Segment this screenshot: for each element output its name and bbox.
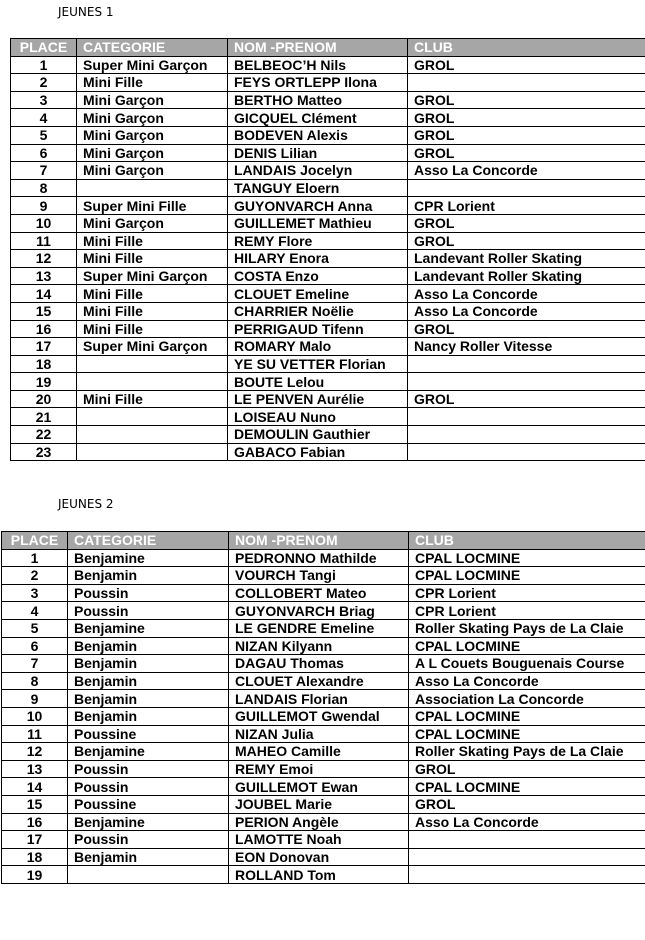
cell-categorie: Poussin: [68, 831, 229, 849]
table-row: [2, 795, 645, 813]
cell-place: 17: [2, 831, 68, 849]
cell-categorie: Mini Garçon: [77, 126, 228, 144]
cell-categorie: Benjamin: [68, 567, 229, 585]
cell-nom-prenom: BOUTE Lelou: [228, 373, 408, 391]
cell-club: GROL: [408, 390, 645, 408]
cell-place: 18: [11, 355, 77, 373]
table-row: [11, 338, 645, 356]
cell-categorie: Mini Garçon: [77, 162, 228, 180]
header-nom-prenom: NOM -PRENOM: [228, 39, 408, 57]
cell-place: 19: [11, 373, 77, 391]
cell-categorie: Mini Fille: [77, 285, 228, 303]
cell-club: [409, 848, 645, 866]
cell-nom-prenom: GUYONVARCH Briag: [229, 602, 409, 620]
cell-categorie: Benjamin: [68, 690, 229, 708]
table-row: [2, 690, 645, 708]
cell-place: 5: [2, 619, 68, 637]
cell-club: CPAL LOCMINE: [409, 707, 645, 725]
table-row: [2, 813, 645, 831]
cell-club: [408, 179, 645, 197]
cell-club: Asso La Concorde: [408, 285, 645, 303]
header-place: PLACE: [2, 532, 68, 550]
cell-club: CPR Lorient: [408, 197, 645, 215]
section-title-jeunes-1: JEUNES 1: [58, 5, 114, 19]
cell-club: [408, 373, 645, 391]
table-row: [2, 725, 645, 743]
cell-place: 11: [11, 232, 77, 250]
table-row: [2, 655, 645, 673]
cell-place: 12: [11, 250, 77, 268]
cell-categorie: Super Mini Garçon: [77, 56, 228, 74]
results-table-jeunes-2: [1, 531, 645, 884]
cell-club: GROL: [408, 232, 645, 250]
cell-categorie: Benjamin: [68, 672, 229, 690]
cell-club: [408, 355, 645, 373]
cell-place: 10: [11, 214, 77, 232]
cell-place: 23: [11, 443, 77, 461]
cell-club: CPAL LOCMINE: [409, 725, 645, 743]
header-place: PLACE: [11, 39, 77, 57]
cell-place: 2: [2, 567, 68, 585]
table-row: [11, 109, 645, 127]
cell-nom-prenom: CHARRIER Noëlie: [228, 302, 408, 320]
cell-club: Asso La Concorde: [409, 672, 645, 690]
cell-place: 3: [2, 584, 68, 602]
cell-club: GROL: [408, 320, 645, 338]
cell-nom-prenom: PERRIGAUD Tifenn: [228, 320, 408, 338]
cell-nom-prenom: GABACO Fabian: [228, 443, 408, 461]
cell-nom-prenom: MAHEO Camille: [229, 743, 409, 761]
cell-categorie: Poussin: [68, 602, 229, 620]
table-row: [2, 672, 645, 690]
cell-club: CPR Lorient: [409, 584, 645, 602]
cell-nom-prenom: LE GENDRE Emeline: [229, 619, 409, 637]
cell-nom-prenom: COSTA Enzo: [228, 267, 408, 285]
cell-place: 22: [11, 426, 77, 444]
cell-place: 4: [11, 109, 77, 127]
cell-place: 8: [2, 672, 68, 690]
cell-categorie: [68, 866, 229, 884]
cell-place: 14: [2, 778, 68, 796]
cell-nom-prenom: HILARY Enora: [228, 250, 408, 268]
cell-club: GROL: [408, 126, 645, 144]
cell-nom-prenom: CLOUET Emeline: [228, 285, 408, 303]
table-row: [2, 743, 645, 761]
cell-nom-prenom: LAMOTTE Noah: [229, 831, 409, 849]
table-row: [2, 549, 645, 567]
header-club: CLUB: [409, 532, 645, 550]
cell-nom-prenom: PEDRONNO Mathilde: [229, 549, 409, 567]
cell-place: 7: [11, 162, 77, 180]
cell-categorie: Mini Fille: [77, 320, 228, 338]
cell-place: 8: [11, 179, 77, 197]
table-row: [11, 285, 645, 303]
table-row: [2, 707, 645, 725]
cell-place: 20: [11, 390, 77, 408]
table-row: [11, 56, 645, 74]
table-row: [11, 320, 645, 338]
cell-categorie: Benjamine: [68, 743, 229, 761]
cell-club: Landevant Roller Skating: [408, 250, 645, 268]
table-row: [2, 831, 645, 849]
cell-place: 16: [11, 320, 77, 338]
cell-place: 18: [2, 848, 68, 866]
cell-nom-prenom: LANDAIS Jocelyn: [228, 162, 408, 180]
cell-nom-prenom: BERTHO Matteo: [228, 91, 408, 109]
cell-place: 19: [2, 866, 68, 884]
cell-place: 6: [2, 637, 68, 655]
table-body: [2, 549, 645, 883]
cell-club: Asso La Concorde: [409, 813, 645, 831]
cell-nom-prenom: FEYS ORTLEPP Ilona: [228, 74, 408, 92]
cell-categorie: Poussine: [68, 725, 229, 743]
cell-club: CPAL LOCMINE: [409, 549, 645, 567]
cell-nom-prenom: ROLLAND Tom: [229, 866, 409, 884]
cell-categorie: [77, 355, 228, 373]
cell-place: 10: [2, 707, 68, 725]
header-club: CLUB: [408, 39, 645, 57]
cell-club: [408, 426, 645, 444]
cell-place: 6: [11, 144, 77, 162]
cell-categorie: [77, 408, 228, 426]
cell-place: 14: [11, 285, 77, 303]
cell-categorie: Mini Fille: [77, 232, 228, 250]
table-row: [11, 91, 645, 109]
table-row: [2, 567, 645, 585]
cell-place: 13: [2, 760, 68, 778]
cell-club: A L Couets Bouguenais Course: [409, 655, 645, 673]
cell-club: GROL: [408, 56, 645, 74]
cell-club: GROL: [408, 109, 645, 127]
cell-place: 2: [11, 74, 77, 92]
results-table-jeunes-1: [10, 38, 645, 461]
cell-nom-prenom: BODEVEN Alexis: [228, 126, 408, 144]
cell-categorie: Poussin: [68, 778, 229, 796]
cell-nom-prenom: DAGAU Thomas: [229, 655, 409, 673]
cell-categorie: Benjamine: [68, 549, 229, 567]
cell-club: CPAL LOCMINE: [409, 567, 645, 585]
table-row: [11, 426, 645, 444]
cell-nom-prenom: BELBEOC’H Nils: [228, 56, 408, 74]
table-row: [11, 443, 645, 461]
header-categorie: CATEGORIE: [77, 39, 228, 57]
cell-categorie: Mini Garçon: [77, 214, 228, 232]
cell-categorie: Mini Fille: [77, 74, 228, 92]
cell-categorie: Mini Garçon: [77, 91, 228, 109]
cell-club: Asso La Concorde: [408, 302, 645, 320]
cell-categorie: Poussine: [68, 795, 229, 813]
table-row: [11, 250, 645, 268]
cell-nom-prenom: NIZAN Julia: [229, 725, 409, 743]
cell-club: [408, 408, 645, 426]
cell-club: Roller Skating Pays de La Claie: [409, 619, 645, 637]
cell-categorie: Benjamin: [68, 637, 229, 655]
table-row: [11, 214, 645, 232]
cell-place: 16: [2, 813, 68, 831]
cell-club: GROL: [408, 144, 645, 162]
cell-categorie: Super Mini Fille: [77, 197, 228, 215]
table-row: [11, 197, 645, 215]
table-row: [11, 179, 645, 197]
table-row: [2, 637, 645, 655]
cell-nom-prenom: PERION Angèle: [229, 813, 409, 831]
cell-nom-prenom: LOISEAU Nuno: [228, 408, 408, 426]
cell-categorie: Super Mini Garçon: [77, 267, 228, 285]
cell-categorie: [77, 426, 228, 444]
table-header-row: [11, 39, 645, 57]
cell-categorie: Mini Fille: [77, 390, 228, 408]
cell-categorie: Super Mini Garçon: [77, 338, 228, 356]
cell-place: 1: [11, 56, 77, 74]
section-title-jeunes-2: JEUNES 2: [58, 497, 114, 511]
cell-club: GROL: [409, 795, 645, 813]
cell-nom-prenom: TANGUY Eloern: [228, 179, 408, 197]
table-row: [2, 848, 645, 866]
cell-nom-prenom: GUILLEMET Mathieu: [228, 214, 408, 232]
cell-nom-prenom: GUYONVARCH Anna: [228, 197, 408, 215]
cell-club: CPAL LOCMINE: [409, 637, 645, 655]
table-row: [11, 144, 645, 162]
cell-categorie: [77, 179, 228, 197]
cell-club: Landevant Roller Skating: [408, 267, 645, 285]
cell-categorie: [77, 443, 228, 461]
table-row: [2, 584, 645, 602]
cell-nom-prenom: REMY Emoi: [229, 760, 409, 778]
table-row: [2, 602, 645, 620]
cell-nom-prenom: LE PENVEN Aurélie: [228, 390, 408, 408]
cell-nom-prenom: EON Donovan: [229, 848, 409, 866]
cell-place: 1: [2, 549, 68, 567]
cell-nom-prenom: GUILLEMOT Ewan: [229, 778, 409, 796]
cell-nom-prenom: YE SU VETTER Florian: [228, 355, 408, 373]
cell-place: 4: [2, 602, 68, 620]
cell-nom-prenom: CLOUET Alexandre: [229, 672, 409, 690]
table-row: [2, 866, 645, 884]
cell-place: 9: [2, 690, 68, 708]
cell-categorie: Benjamine: [68, 619, 229, 637]
table-row: [2, 619, 645, 637]
cell-nom-prenom: NIZAN Kilyann: [229, 637, 409, 655]
header-categorie: CATEGORIE: [68, 532, 229, 550]
cell-nom-prenom: LANDAIS Florian: [229, 690, 409, 708]
cell-categorie: Benjamine: [68, 813, 229, 831]
cell-club: [408, 74, 645, 92]
cell-categorie: Benjamin: [68, 707, 229, 725]
cell-club: Nancy Roller Vitesse: [408, 338, 645, 356]
table-row: [11, 162, 645, 180]
cell-categorie: Benjamin: [68, 655, 229, 673]
cell-nom-prenom: ROMARY Malo: [228, 338, 408, 356]
table-row: [11, 373, 645, 391]
cell-categorie: Mini Fille: [77, 302, 228, 320]
cell-club: GROL: [408, 214, 645, 232]
cell-club: Asso La Concorde: [408, 162, 645, 180]
cell-place: 21: [11, 408, 77, 426]
cell-club: [409, 831, 645, 849]
cell-nom-prenom: DENIS Lilian: [228, 144, 408, 162]
cell-nom-prenom: GICQUEL Clément: [228, 109, 408, 127]
cell-categorie: Poussin: [68, 760, 229, 778]
cell-categorie: Mini Garçon: [77, 109, 228, 127]
table-row: [11, 302, 645, 320]
cell-nom-prenom: DEMOULIN Gauthier: [228, 426, 408, 444]
cell-categorie: Poussin: [68, 584, 229, 602]
table-row: [2, 760, 645, 778]
cell-place: 13: [11, 267, 77, 285]
table-body: [11, 56, 645, 461]
table-row: [11, 74, 645, 92]
cell-place: 9: [11, 197, 77, 215]
cell-place: 12: [2, 743, 68, 761]
cell-club: GROL: [408, 91, 645, 109]
cell-categorie: Mini Fille: [77, 250, 228, 268]
cell-place: 5: [11, 126, 77, 144]
cell-club: GROL: [409, 760, 645, 778]
table-header-row: [2, 532, 645, 550]
cell-place: 3: [11, 91, 77, 109]
cell-place: 7: [2, 655, 68, 673]
cell-nom-prenom: VOURCH Tangi: [229, 567, 409, 585]
table-row: [11, 408, 645, 426]
cell-nom-prenom: GUILLEMOT Gwendal: [229, 707, 409, 725]
cell-nom-prenom: COLLOBERT Mateo: [229, 584, 409, 602]
cell-place: 15: [2, 795, 68, 813]
cell-club: CPR Lorient: [409, 602, 645, 620]
cell-club: [409, 866, 645, 884]
cell-club: Roller Skating Pays de La Claie: [409, 743, 645, 761]
header-nom-prenom: NOM -PRENOM: [229, 532, 409, 550]
table-row: [11, 355, 645, 373]
table-row: [11, 267, 645, 285]
table-row: [11, 232, 645, 250]
table-row: [11, 390, 645, 408]
cell-club: Association La Concorde: [409, 690, 645, 708]
cell-place: 15: [11, 302, 77, 320]
cell-categorie: Mini Garçon: [77, 144, 228, 162]
cell-nom-prenom: JOUBEL Marie: [229, 795, 409, 813]
cell-place: 17: [11, 338, 77, 356]
cell-place: 11: [2, 725, 68, 743]
cell-categorie: Benjamin: [68, 848, 229, 866]
cell-categorie: [77, 373, 228, 391]
table-row: [2, 778, 645, 796]
cell-club: [408, 443, 645, 461]
cell-club: CPAL LOCMINE: [409, 778, 645, 796]
table-row: [11, 126, 645, 144]
cell-nom-prenom: REMY Flore: [228, 232, 408, 250]
